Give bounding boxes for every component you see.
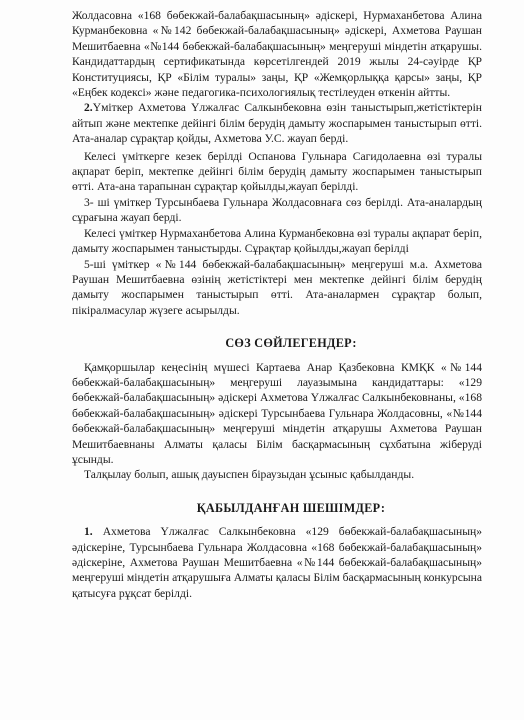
candidate-2-paragraph xyxy=(72,100,482,146)
candidate-5-paragraph: 5-ші үміткер «№144 бөбекжай-балабақшасының» меңгеруші м.а. Ахметова Раушан Мешитбаевна өзінің жетістіктері мен мектепке дейінгі білім берудің дамыту жоспарымен таныстырып өтті. Ата-аналармен сұрақтар болып, пікіралмасулар жүзеге асырылды. xyxy=(72,257,482,317)
intro-paragraph: Жолдасовна «168 бөбекжай-балабақшасының» әдіскері, Нурмаханбетова Алина Курманбековна «№142 бөбекжай-балабақшасының» әдіскері, Ахметова Раушан Мешитбаевна «№144 бөбекжай-балабақшасының» меңгеруші міндетін атқарушы. Кандидаттардың сертификатында көрсетілгендей 2019 жылы 24-сәуірде ҚР Конституциясы, ҚР «Білім туралы» заңы, ҚР «Жемқорлыққа қарсы» заңы, ҚР «Еңбек кодексі» және педагогика-психологиялық тестілеуден өткенін айтты. xyxy=(72,9,482,100)
decisions-heading: ҚАБЫЛДАНҒАН ШЕШІМДЕР: xyxy=(196,500,386,515)
decision-text: Ахметова Үлжалғас Салкынбековна «129 бөбекжай-балабақшасының» әдіскеріне, Турсынбаева Гульнара Жолдасовна «168 бөбекжай-балабақшасының» әдіскеріне, Ахметова Раушан Мешитбаевна «№144 бөбекжай-балабақшасының» меңгеруші міндетін атқарушыға Алматы қаласы Білім басқармасының конкурсына қатысуға рұқсат берілді. xyxy=(72,525,482,600)
paragraph-number: 2. xyxy=(84,101,93,115)
decision-paragraph xyxy=(72,524,482,601)
candidate-ospanova-paragraph: Келесі үміткерге кезек берілді Оспанова Гульнара Сагидолаевна өзі туралы ақпарат беріп, мектепке дейінгі білім берудің дамыту жоспарымен таныстырып өтті. Ата-ана тарапынан сұрақтар қойылды,жауап берілді. xyxy=(72,149,482,194)
decision-number: 1. xyxy=(84,525,93,539)
speakers-heading: СӨЗ СӨЙЛЕГЕНДЕР: xyxy=(225,336,357,351)
candidate-3-paragraph: 3- ші үміткер Турсынбаева Гульнара Жолдасовнаға сөз берілді. Ата-аналардың сұрағына жауап берді. xyxy=(72,195,482,225)
discussion-paragraph: Талқылау болып, ашық дауыспен біраузыдан ұсыныс қабылданды. xyxy=(84,468,415,482)
candidate-nurmakhanbetova-paragraph: Келесі үміткер Нурмаханбетова Алина Курманбековна өзі туралы ақпарат беріп, дамыту жоспарымен таныстырды. Сұрақтар қойылды,жауап берілді xyxy=(72,226,482,256)
speakers-paragraph: Қамқоршылар кеңесінің мүшесі Картаева Анар Қазбековна КМҚК «№144 бөбекжай-балабақшасының» меңгеруші лауазымына кандидаттары: «129 бөбекжай-балабақшасының» әдіскері Ахметова Үлжалғас Салкынбековнаны, «168 бөбекжай-балабақшасының» әдіскері Турсынбаева Гульнара Жолдасовны, «№144 бөбекжай-балабақшасының» меңгеруші міндетін атқарушы Ахметова Раушан Мешитбаевнаны Алматы қаласы Білім басқармасының сұхбатына жіберуді ұсынды. xyxy=(72,360,482,466)
candidate-2-text: Үміткер Ахметова Үлжалғас Салкынбековна өзін таныстырып,жетістіктерін айтып және мектепке дейінгі білім берудің дамыту жоспарымен таныстырып өтті. Ата-аналар сұрақтар қойды, Ахметова У.С. жауап берді. xyxy=(72,101,482,146)
